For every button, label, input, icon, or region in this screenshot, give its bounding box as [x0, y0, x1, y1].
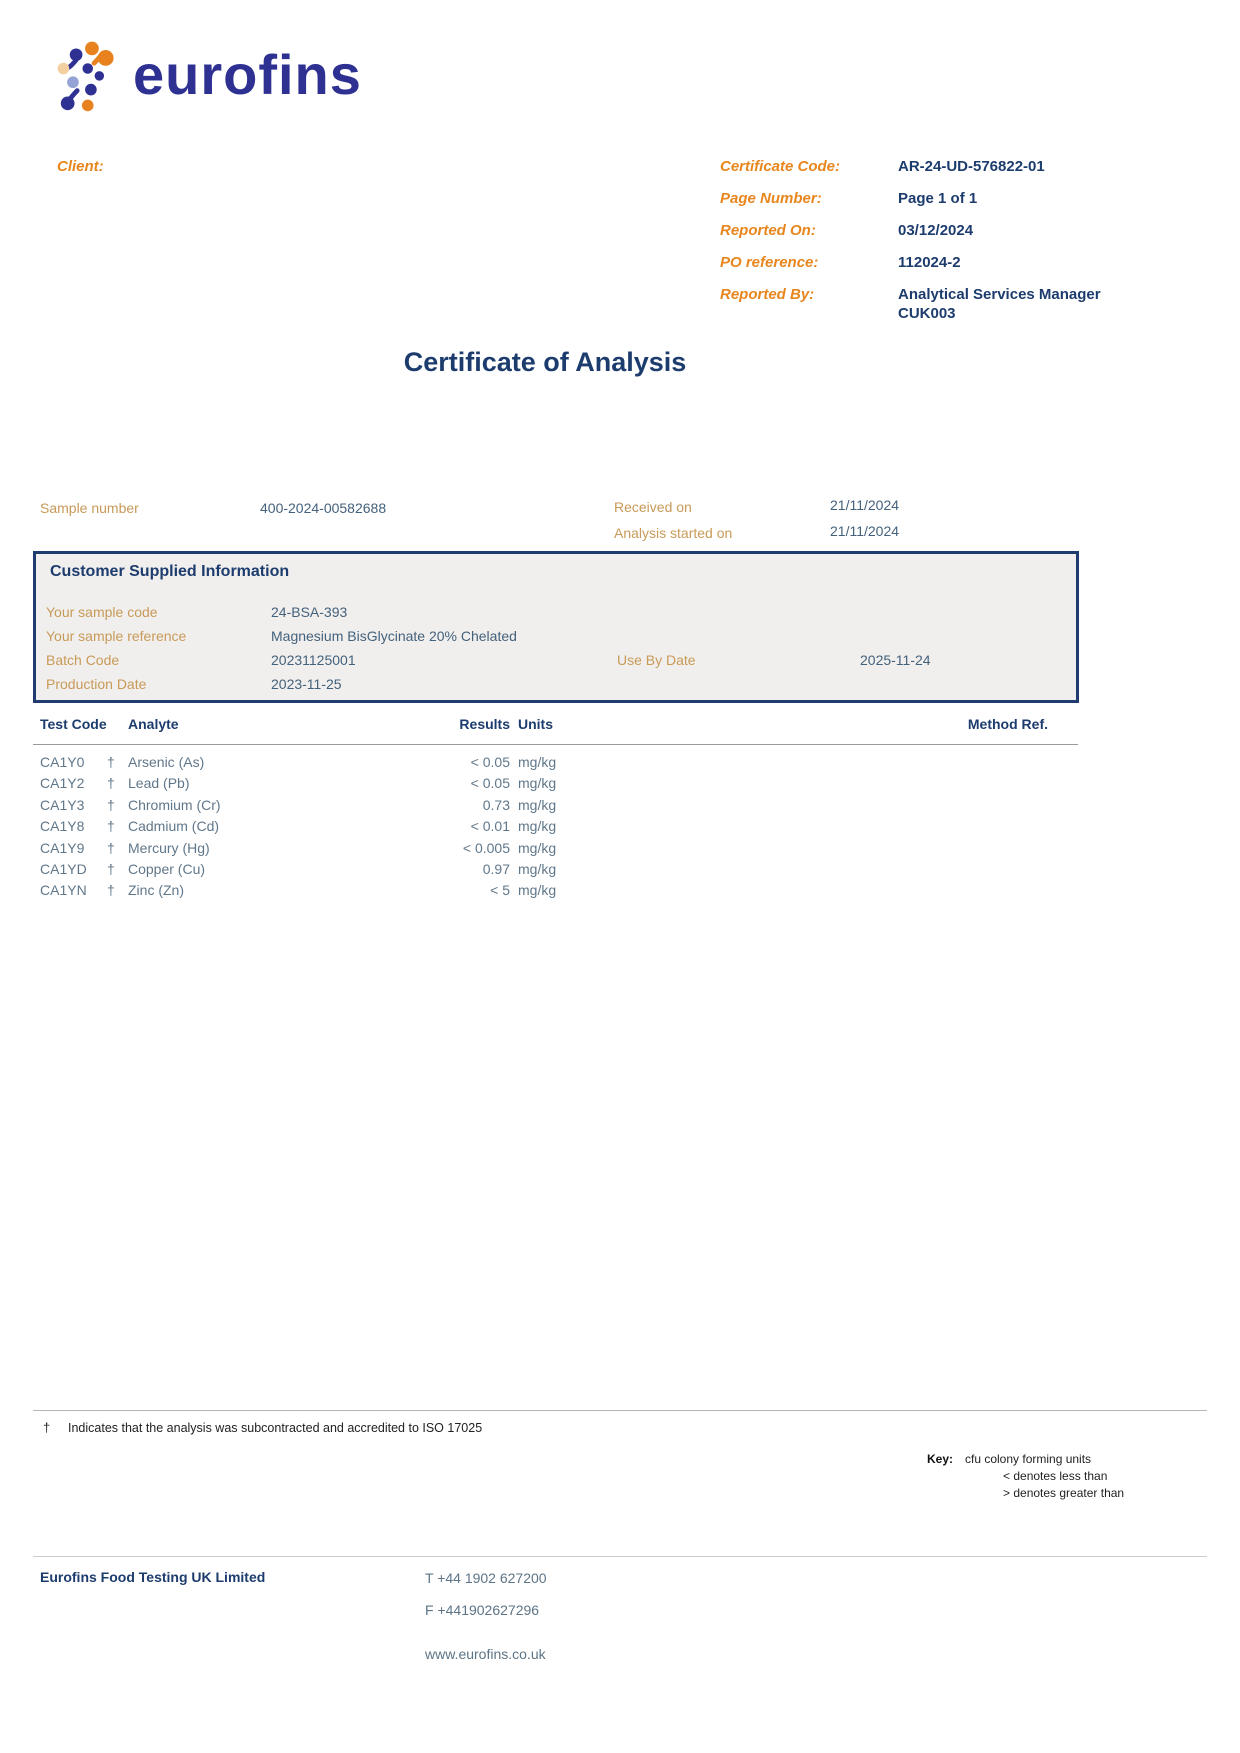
units-cell: mg/kg	[518, 818, 557, 835]
footer-phone: T +44 1902 627200	[425, 1570, 547, 1586]
eurofins-logo-dots-icon	[55, 38, 131, 118]
meta-value-line2: CUK003	[898, 305, 956, 322]
meta-row	[720, 253, 1190, 272]
test-code-cell: CA1Y2	[40, 775, 85, 792]
meta-label: PO reference:	[720, 254, 819, 271]
meta-value: AR-24-UD-576822-01	[898, 158, 1045, 175]
units-cell: mg/kg	[518, 775, 557, 792]
units-cell: mg/kg	[518, 754, 557, 770]
table-row	[0, 797, 1240, 818]
table-row	[0, 775, 1240, 796]
column-header-units: Units	[518, 716, 553, 732]
table-header-divider	[33, 744, 1078, 745]
test-code-cell: CA1Y3	[40, 796, 85, 813]
received-on-label: Received on	[614, 499, 692, 515]
dagger-flag: †	[107, 775, 115, 792]
column-header-results: Results	[459, 716, 510, 732]
dagger-flag: †	[107, 860, 115, 877]
analysis-started-label: Analysis started on	[614, 525, 733, 541]
field-label-2: Use By Date	[617, 652, 696, 668]
table-row	[0, 754, 1240, 775]
footnote-divider	[33, 1410, 1207, 1411]
field-label: Your sample code	[46, 604, 158, 620]
field-value: 24-BSA-393	[271, 604, 348, 620]
meta-value: Page 1 of 1	[898, 190, 978, 207]
analyte-cell: Mercury (Hg)	[128, 839, 210, 856]
meta-value: Analytical Services Manager	[898, 286, 1101, 303]
analyte-cell: Lead (Pb)	[128, 775, 190, 792]
result-cell: 0.97	[482, 860, 510, 877]
field-label: Your sample reference	[46, 628, 187, 644]
column-header-method-ref: Method Ref.	[967, 716, 1048, 732]
key-less-than-note: < denotes less than	[1003, 1469, 1108, 1483]
result-cell: < 0.01	[470, 818, 510, 835]
customer-supplied-info-box	[33, 551, 1079, 703]
eurofins-logo-text: eurofins	[133, 43, 362, 106]
result-cell: < 0.005	[462, 839, 510, 856]
test-code-cell: CA1Y9	[40, 839, 85, 856]
column-header-test-code: Test Code	[40, 716, 107, 732]
dagger-note: Indicates that the analysis was subcontracted and accredited to ISO 17025	[68, 1421, 483, 1435]
units-cell: mg/kg	[518, 796, 557, 813]
dagger-symbol: †	[43, 1420, 51, 1435]
table-row	[0, 818, 1240, 839]
meta-row	[720, 157, 1190, 176]
customer-info-title: Customer Supplied Information	[50, 563, 290, 580]
result-cell: < 5	[490, 882, 510, 899]
customer-info-row	[46, 652, 1066, 676]
dagger-flag: †	[107, 818, 115, 835]
key-greater-than-note: > denotes greater than	[1003, 1486, 1125, 1500]
sample-number-label: Sample number	[40, 500, 139, 516]
meta-label: Certificate Code:	[720, 158, 841, 175]
meta-value: 112024-2	[898, 254, 961, 271]
field-label: Production Date	[46, 676, 147, 692]
footer-company-name: Eurofins Food Testing UK Limited	[40, 1569, 266, 1585]
key-label: Key:	[927, 1452, 954, 1466]
analysis-started-value: 21/11/2024	[830, 523, 900, 539]
certificate-meta	[720, 157, 1190, 336]
units-cell: mg/kg	[518, 860, 557, 877]
page-title: Certificate of Analysis	[403, 347, 687, 377]
client-label: Client:	[57, 158, 104, 175]
received-on-value: 21/11/2024	[830, 497, 900, 513]
dagger-flag: †	[107, 754, 115, 770]
field-value: 20231125001	[271, 652, 356, 668]
units-cell: mg/kg	[518, 882, 557, 899]
customer-info-row	[46, 628, 1066, 652]
analyte-cell: Chromium (Cr)	[128, 796, 221, 813]
test-code-cell: CA1YN	[40, 882, 87, 899]
meta-label: Reported On:	[720, 222, 816, 239]
meta-label: Page Number:	[720, 190, 822, 207]
dagger-flag: †	[107, 882, 115, 899]
analyte-cell: Arsenic (As)	[128, 754, 205, 770]
field-label: Batch Code	[46, 652, 120, 668]
meta-row	[720, 189, 1190, 208]
meta-label: Reported By:	[720, 286, 815, 303]
field-value: Magnesium BisGlycinate 20% Chelated	[271, 628, 517, 644]
test-code-cell: CA1Y8	[40, 818, 85, 835]
meta-row	[720, 285, 1190, 323]
result-cell: < 0.05	[470, 754, 510, 770]
result-cell: < 0.05	[470, 775, 510, 792]
footer-website-link[interactable]: www.eurofins.co.uk	[425, 1646, 546, 1662]
test-code-cell: CA1YD	[40, 860, 87, 877]
table-row	[0, 882, 1240, 903]
footer-divider	[33, 1556, 1207, 1557]
analyte-cell: Cadmium (Cd)	[128, 818, 220, 835]
result-cell: 0.73	[482, 796, 510, 813]
customer-info-row	[46, 676, 1066, 700]
customer-info-row	[46, 604, 1066, 628]
footer-fax: F +441902627296	[425, 1602, 540, 1618]
dagger-flag: †	[107, 796, 115, 813]
table-row	[0, 840, 1240, 861]
field-value: 2023-11-25	[271, 676, 342, 692]
units-cell: mg/kg	[518, 839, 557, 856]
analyte-cell: Copper (Cu)	[128, 860, 206, 877]
test-code-cell: CA1Y0	[40, 754, 85, 770]
analyte-cell: Zinc (Zn)	[128, 882, 184, 899]
column-header-analyte: Analyte	[128, 716, 179, 732]
dagger-flag: †	[107, 839, 115, 856]
key-cfu-note: cfu colony forming units	[965, 1452, 1092, 1466]
results-table-body	[0, 754, 1240, 904]
meta-row	[720, 221, 1190, 240]
meta-value: 03/12/2024	[898, 222, 974, 239]
table-row	[0, 861, 1240, 882]
field-value-2: 2025-11-24	[860, 652, 931, 668]
customer-info-rows	[46, 604, 1066, 700]
sample-number-value: 400-2024-00582688	[260, 500, 387, 516]
